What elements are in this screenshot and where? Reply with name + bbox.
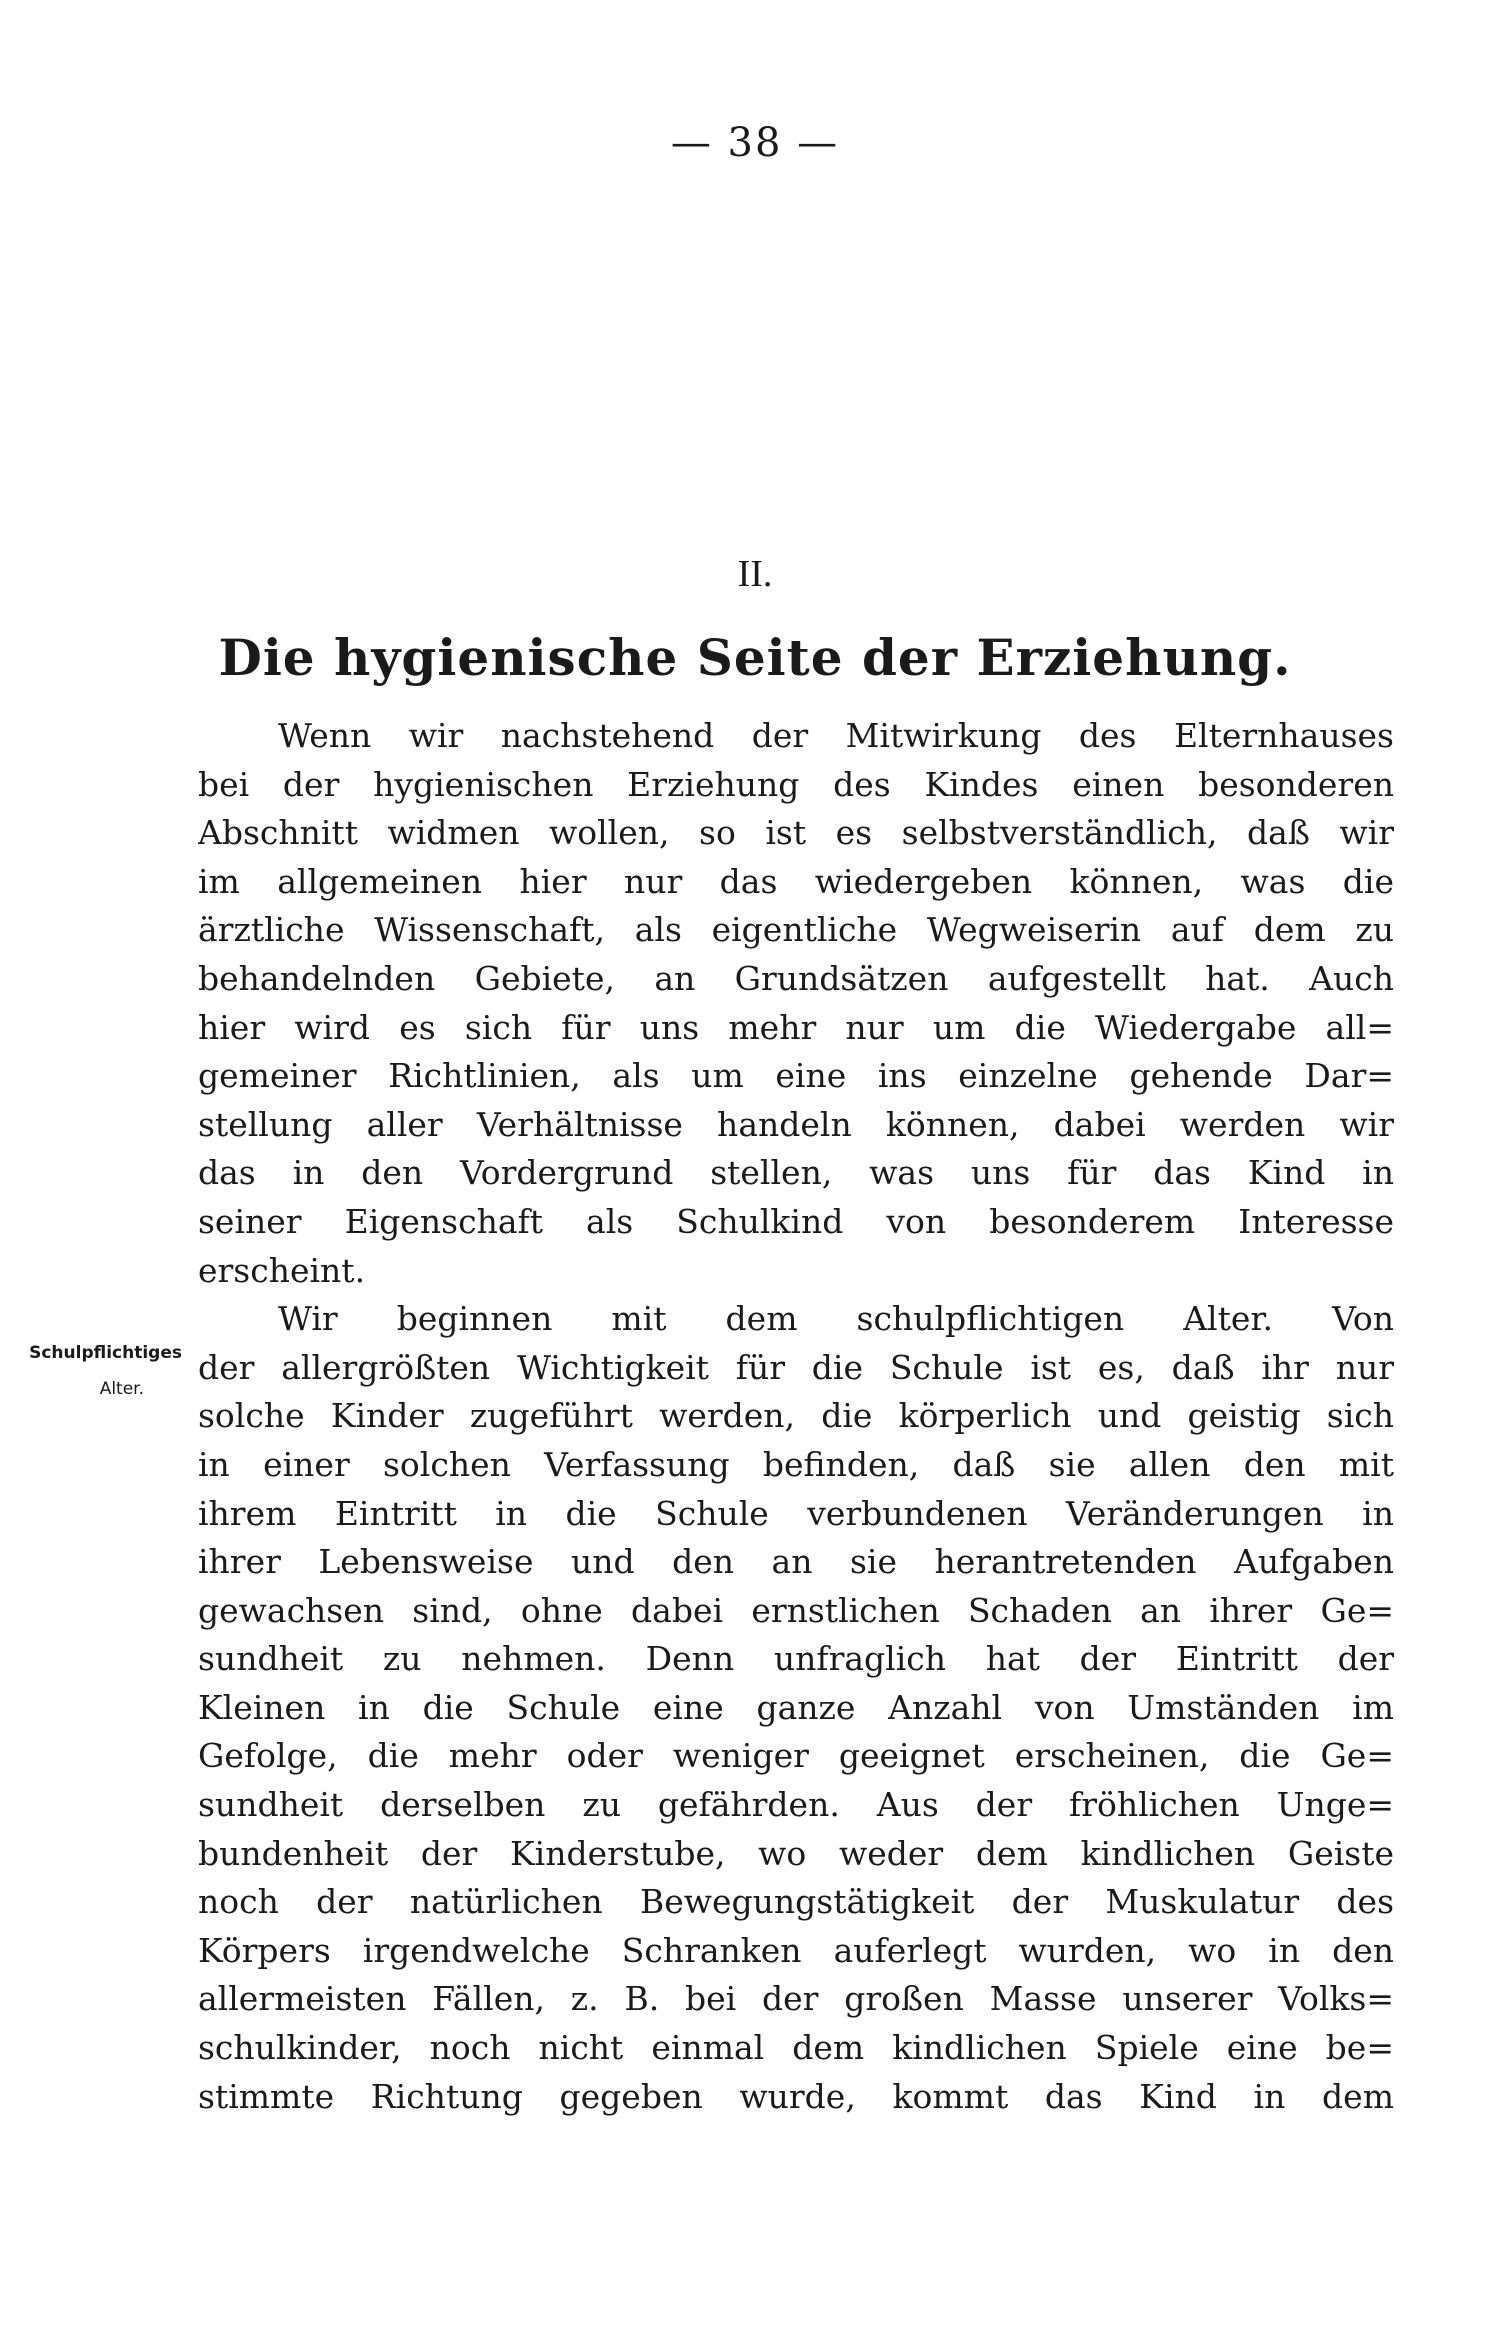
text-line: sundheit derselben zu gefährden. Aus der fröhlichen Unge=: [198, 1785, 1394, 1825]
text-line: bundenheit der Kinderstube, wo weder dem kindlichen Geiste: [198, 1833, 1394, 1873]
text-line: in einer solchen Verfassung befinden, daß sie allen den mit: [198, 1444, 1394, 1484]
text-line: erscheint.: [198, 1250, 366, 1290]
section-numeral: II.: [737, 553, 773, 595]
text-line: das in den Vordergrund stellen, was uns für das Kind in: [198, 1153, 1394, 1193]
text-line: stellung aller Verhältnisse handeln können, dabei werden wir: [198, 1104, 1394, 1144]
margin-note: [0, 1335, 182, 1407]
text-line: sundheit zu nehmen. Denn unfraglich hat der Eintritt der: [198, 1639, 1394, 1679]
text-line: Abschnitt widmen wollen, so ist es selbstverständlich, daß wir: [198, 813, 1394, 853]
text-line: Körpers irgendwelche Schranken auferlegt wurden, wo in den: [198, 1930, 1394, 1970]
text-line: gemeiner Richtlinien, als um eine ins einzelne gehende Dar=: [198, 1056, 1394, 1096]
text-line: im allgemeinen hier nur das wiedergeben können, was die: [198, 861, 1394, 901]
text-line: seiner Eigenschaft als Schulkind von besonderem Interesse: [198, 1201, 1394, 1241]
text-line: ihrem Eintritt in die Schule verbundenen Veränderungen in: [198, 1493, 1394, 1533]
text-line: bei der hygienischen Erziehung des Kindes einen besonderen: [198, 764, 1394, 804]
text-line: ärztliche Wissenschaft, als eigentliche Wegweiserin auf dem zu: [198, 910, 1394, 950]
margin-note-line: Schulpflichtiges: [29, 1343, 182, 1363]
text-line: behandelnden Gebiete, an Grundsätzen aufgestellt hat. Auch: [198, 958, 1394, 998]
text-line: hier wird es sich für uns mehr nur um die Wiedergabe all=: [198, 1007, 1394, 1047]
margin-note-line: Alter.: [99, 1379, 144, 1399]
text-line: noch der natürlichen Bewegungstätigkeit der Muskulatur des: [198, 1882, 1394, 1922]
text-line: solche Kinder zugeführt werden, die körperlich und geistig sich: [198, 1396, 1394, 1436]
text-line: Wenn wir nachstehend der Mitwirkung des Elternhauses: [278, 716, 1394, 755]
body-text: [198, 712, 1394, 2121]
text-line: stimmte Richtung gegeben wurde, kommt das Kind in dem: [198, 2076, 1394, 2116]
text-line: allermeisten Fällen, z. B. bei der großen Masse unserer Volks=: [198, 1979, 1394, 2019]
text-line: Wir beginnen mit dem schulpflichtigen Alter. Von: [278, 1299, 1394, 1339]
text-line: schulkinder, noch nicht einmal dem kindlichen Spiele eine be=: [198, 2028, 1394, 2068]
page-number: — 38 —: [670, 120, 840, 166]
text-line: gewachsen sind, ohne dabei ernstlichen Schaden an ihrer Ge=: [198, 1590, 1394, 1630]
text-line: der allergrößten Wichtigkeit für die Schule ist es, daß ihr nur: [198, 1347, 1394, 1387]
text-line: Gefolge, die mehr oder weniger geeignet erscheinen, die Ge=: [198, 1736, 1394, 1776]
text-line: ihrer Lebensweise und den an sie herantretenden Aufgaben: [198, 1542, 1394, 1582]
chapter-title: Die hygienische Seite der Erziehung.: [218, 628, 1292, 687]
text-line: Kleinen in die Schule eine ganze Anzahl von Umständen im: [198, 1687, 1394, 1727]
